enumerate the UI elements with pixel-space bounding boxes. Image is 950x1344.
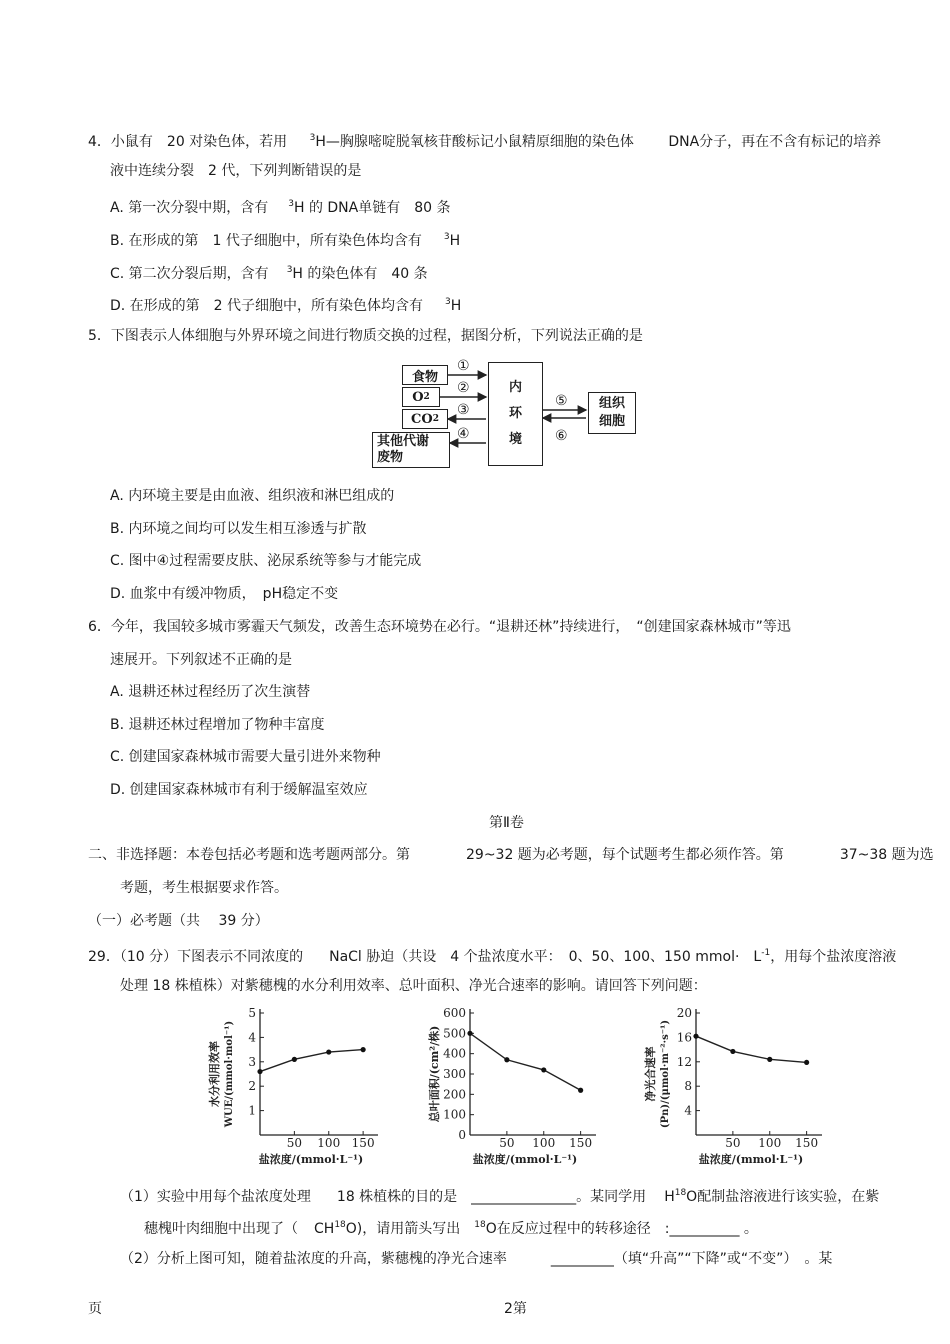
circle-5: ⑤: [555, 393, 568, 409]
x-axis-label: 盐浓度/(mmol·L⁻¹): [258, 1153, 364, 1166]
data-point: [578, 1088, 583, 1093]
q4-option-a-pre: A. 第一次分裂中期，含有: [110, 200, 269, 216]
required-heading: （一）必考题（共 39 分）: [88, 913, 269, 929]
y-axis-unit: WUE/(mmol·mol⁻¹): [224, 1020, 235, 1128]
q4-iso-sup: 3: [309, 133, 316, 143]
data-point: [693, 1034, 698, 1039]
food-label: 食物: [411, 369, 438, 385]
q5-diagram: [368, 358, 638, 470]
data-point: [767, 1057, 772, 1062]
q5-stem: 5．下图表示人体细胞与外界环境之间进行物质交换的过程，据图分析，下列说法正确的是: [88, 328, 643, 344]
q4-option-b-pre: B. 在形成的第 1 代子细胞中，所有染色体均含有: [110, 233, 422, 249]
series-line: [260, 1050, 363, 1072]
inner-label-1: 内: [508, 380, 522, 395]
data-point: [257, 1069, 262, 1074]
y-tick-label: 400: [443, 1046, 466, 1061]
o2-sub: 2: [423, 392, 430, 402]
y-tick-label: 3: [248, 1054, 256, 1069]
q4-stem-line2: 液中连续分裂 2 代，下列判断错误的是: [110, 163, 362, 179]
y-tick-label: 8: [684, 1079, 692, 1094]
co2-sub: 2: [432, 414, 439, 424]
q29-part1-line2-sup: 18: [334, 1220, 346, 1230]
q29-stem-c-sup: -1: [761, 948, 771, 958]
data-point: [467, 1031, 472, 1036]
tissue-cell-box: [588, 392, 636, 434]
x-axis-label: 盐浓度/(mmol·L⁻¹): [472, 1153, 578, 1166]
section-intro-line2: 考题，考生根据要求作答。: [120, 880, 288, 896]
q4-option-d-sup: 3: [445, 297, 451, 307]
o2-label: O: [412, 389, 424, 405]
q29-part1-a: （1）实验中用每个盐浓度处理: [120, 1189, 311, 1205]
q6-stem-line1: 6．今年，我国较多城市雾霾天气频发，改善生态环境势在必行。“退耕还林”持续进行， “创建国家森林城市”等迅: [88, 619, 791, 635]
x-tick-label: 50: [499, 1136, 515, 1150]
y-axis-label: 净光合速率: [644, 1046, 657, 1102]
q4-option-d-post: H: [450, 298, 462, 314]
y-tick-label: 1: [248, 1103, 256, 1118]
q5-option-b: B. 内环境之间均可以发生相互渗透与扩散: [110, 521, 367, 537]
q29-part1-line2: [144, 1216, 758, 1238]
q4-stem-b: H—胸腺嘧啶脱氧核苷酸标记小鼠精原细胞的染色体: [315, 134, 634, 150]
chart-3: [628, 1005, 838, 1175]
data-point: [730, 1049, 735, 1054]
x-tick-label: 150: [351, 1136, 375, 1150]
q4-option-b-post: H: [449, 233, 461, 249]
data-point: [804, 1060, 809, 1065]
y-tick-label: 600: [443, 1006, 466, 1020]
x-tick-label: 150: [569, 1136, 593, 1150]
y-tick-label: 500: [443, 1026, 466, 1041]
q4-stem-c: DNA分子，再在不含有标记的培养: [668, 134, 882, 150]
q29-part1-line2-c: O)，请用箭头写出: [345, 1221, 461, 1237]
q4-option-b-sup: 3: [443, 232, 450, 242]
q29-stem-d: ，用每个盐浓度溶液: [770, 949, 897, 965]
q6-option-a: A. 退耕还林过程经历了次生演替: [110, 684, 311, 700]
q29-charts: [200, 1005, 840, 1175]
data-point: [541, 1067, 546, 1072]
co2-label: CO: [411, 411, 433, 427]
waste-label-2: 废物: [377, 450, 404, 465]
tissue-label-1: 组织: [598, 396, 625, 411]
data-point: [504, 1057, 509, 1062]
section-intro-a: 二、非选择题：本卷包括必考题和选考题两部分。第: [88, 847, 410, 863]
internal-environment-box: [488, 362, 543, 466]
inner-label-2: 环: [508, 406, 522, 421]
q4-option-a-sup: 3: [288, 199, 294, 209]
circle-4: ④: [457, 426, 470, 442]
y-axis-label: 总叶面积/(cm²/株): [428, 1025, 441, 1123]
q29-stem-b: NaCl 胁迫（共设 4 个盐浓度水平： 0、50、100、150 mmol·: [329, 949, 740, 965]
q6-option-b: B. 退耕还林过程增加了物种丰富度: [110, 717, 325, 733]
q4-stem-a: 4．小鼠有 20 对染色体，若用: [88, 134, 288, 150]
y-tick-label: 2: [248, 1079, 256, 1094]
q6-stem-line2: 速展开。下列叙述不正确的是: [110, 652, 292, 668]
x-tick-label: 100: [758, 1136, 782, 1150]
q29-part1-line2-b: CH: [314, 1221, 335, 1237]
o2-box: [402, 387, 440, 407]
y-tick-label: 200: [443, 1087, 466, 1102]
chart-1: [200, 1005, 410, 1175]
q29-part1-b: 18 株植株的目的是 _______________。某同学用: [336, 1189, 647, 1205]
q29-part1-c: H: [664, 1189, 675, 1205]
q29-part2-a: （2）分析上图可知，随着盐浓度的升高，紫穗槐的净光合速率: [120, 1251, 507, 1267]
data-point: [361, 1047, 366, 1052]
q4-option-c-post: H 的染色体有 40 条: [292, 266, 428, 282]
q6-option-c: C. 创建国家森林城市需要大量引进外来物种: [110, 749, 381, 765]
q4-option-c: [110, 261, 428, 283]
waste-label-1: 其他代谢: [377, 434, 430, 449]
q29-part1-d: O配制盐溶液进行该实验，在紫: [686, 1189, 880, 1205]
y-tick-label: 4: [248, 1030, 256, 1045]
x-tick-label: 100: [317, 1136, 341, 1150]
y-tick-label: 16: [676, 1030, 692, 1045]
footer-left: 页: [88, 1301, 102, 1317]
q5-option-a: A. 内环境主要是由血液、组织液和淋巴组成的: [110, 488, 395, 504]
q4-option-c-sup: 3: [286, 265, 293, 275]
q4-option-d-pre: D. 在形成的第 2 代子细胞中，所有染色体均含有: [110, 298, 424, 314]
q29-part1: [120, 1184, 879, 1206]
y-tick-label: 12: [676, 1054, 692, 1069]
food-box: [402, 365, 448, 385]
q29-stem-a: 29．（10 分）下图表示不同浓度的: [88, 949, 304, 965]
y-tick-label: 20: [676, 1006, 692, 1020]
data-point: [326, 1049, 331, 1054]
q6-option-d: D. 创建国家森林城市有利于缓解温室效应: [110, 782, 368, 798]
section-intro: [88, 846, 934, 864]
q29-part1-line2-sup2: 18: [474, 1220, 486, 1230]
waste-box: [372, 432, 450, 468]
section-title: 第Ⅱ卷: [489, 815, 524, 831]
q4-stem: [88, 129, 881, 151]
series-line: [470, 1033, 581, 1090]
y-tick-label: 0: [458, 1128, 466, 1142]
footer-page: 2第: [504, 1301, 527, 1317]
q29-part1-c-sup: 18: [674, 1188, 687, 1198]
y-tick-label: 5: [248, 1006, 256, 1020]
q29-stem-c: L: [753, 949, 762, 965]
q4-option-b: [110, 228, 460, 250]
x-axis-label: 盐浓度/(mmol·L⁻¹): [698, 1153, 804, 1166]
q29-part1-line2-a: 穗槐叶肉细胞中出现了（: [144, 1221, 298, 1237]
q29-part2: [120, 1250, 832, 1268]
tissue-label-2: 细胞: [598, 414, 625, 429]
y-axis-label: 水分利用效率: [208, 1041, 221, 1107]
section-intro-b: 29~32 题为必考题，每个试题考生都必须作答。第: [466, 847, 784, 863]
x-tick-label: 100: [532, 1136, 556, 1150]
q4-option-c-pre: C. 第二次分裂后期，含有: [110, 266, 269, 282]
q4-option-a: [110, 195, 451, 217]
circle-3: ③: [457, 402, 470, 418]
y-tick-label: 300: [443, 1067, 466, 1081]
series-line: [696, 1036, 807, 1062]
q4-option-d: [110, 293, 461, 315]
data-point: [292, 1057, 297, 1062]
y-axis-unit: (Pn)/(μmol·m⁻²·s⁻¹): [660, 1019, 671, 1129]
q29-stem: [88, 944, 896, 966]
circle-1: ①: [457, 358, 470, 374]
y-tick-label: 100: [443, 1107, 466, 1122]
section-intro-c: 37~38 题为选: [839, 847, 934, 863]
inner-label-3: 境: [508, 432, 522, 447]
q29-part2-b: _________（填“升高”“下降”或“不变”） 。某: [550, 1251, 833, 1267]
y-tick-label: 4: [684, 1103, 692, 1118]
q5-option-c: C. 图中④过程需要皮肤、泌尿系统等参与才能完成: [110, 553, 422, 569]
q5-option-d: D. 血浆中有缓冲物质， pH稳定不变: [110, 586, 339, 602]
co2-box: [402, 409, 448, 429]
x-tick-label: 150: [795, 1136, 819, 1150]
circle-2: ②: [457, 380, 470, 396]
x-tick-label: 50: [286, 1136, 303, 1150]
chart-2: [410, 1005, 620, 1175]
q29-part1-line2-d: O在反应过程中的转移途径 :__________ 。: [485, 1221, 758, 1237]
q4-option-a-post: H 的 DNA单链有 80 条: [293, 200, 451, 216]
q29-stem-line2: 处理 18 株植株）对紫穗槐的水分利用效率、总叶面积、净光合速率的影响。请回答下列问题：: [120, 978, 707, 994]
circle-6: ⑥: [555, 428, 568, 444]
x-tick-label: 50: [725, 1136, 741, 1150]
